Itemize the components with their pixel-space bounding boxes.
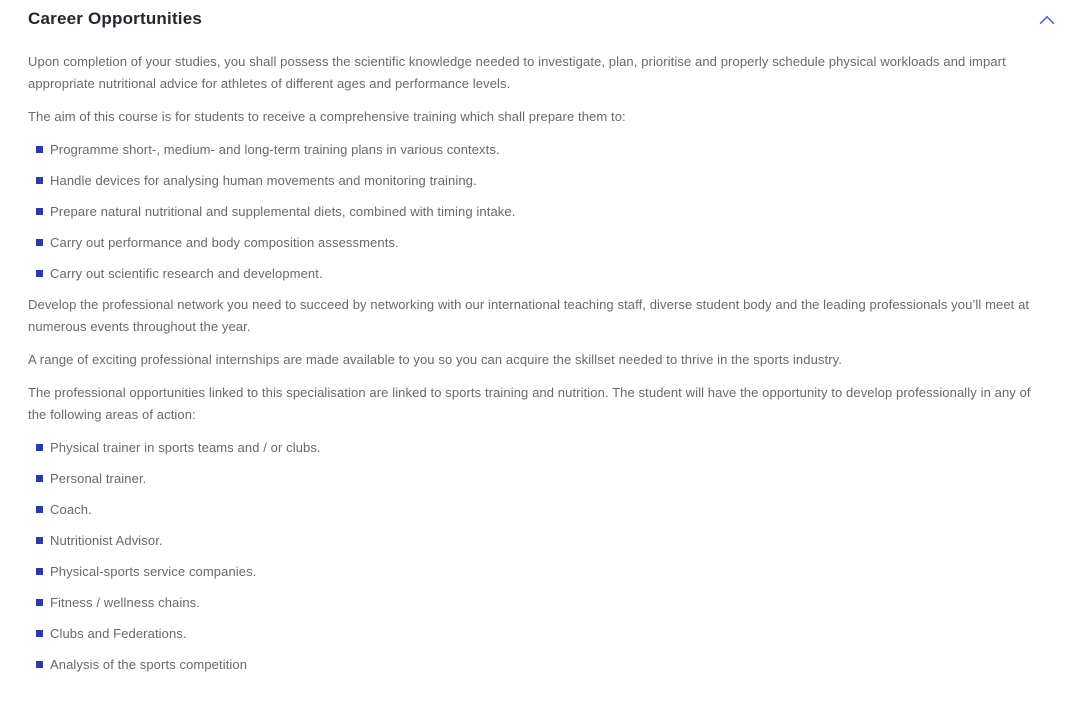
bullet-square-icon — [36, 630, 43, 637]
bullet-square-icon — [36, 444, 43, 451]
bullet-square-icon — [36, 208, 43, 215]
list-item — [28, 201, 1052, 223]
bullet-square-icon — [36, 177, 43, 184]
list-item — [28, 530, 1052, 552]
bullet-square-icon — [36, 506, 43, 513]
internships-paragraph: A range of exciting professional internships are made available to you so you can acquire the skillset needed to thrive in the sports industry. — [28, 352, 843, 367]
list-item-text: Prepare natural nutritional and supplemental diets, combined with timing intake. — [50, 204, 516, 219]
list-item — [28, 170, 1052, 192]
list-item-text: Analysis of the sports competition — [50, 657, 248, 672]
list-item — [28, 592, 1052, 614]
list-item — [28, 654, 1052, 676]
intro-paragraph: Upon completion of your studies, you shall possess the scientific knowledge needed to investigate, plan, prioritise and properly schedule physical workloads and impart appropriate nutritional advice for athletes of different ages and performance levels. — [28, 54, 1006, 91]
list-item-text: Handle devices for analysing human movements and monitoring training. — [50, 173, 477, 188]
list-item-text: Physical-sports service companies. — [50, 564, 257, 579]
list-item — [28, 232, 1052, 254]
list-item-text: Programme short-, medium- and long-term training plans in various contexts. — [50, 142, 500, 157]
bullet-square-icon — [36, 270, 43, 277]
list-item-text: Personal trainer. — [50, 471, 147, 486]
list-item — [28, 561, 1052, 583]
list-item — [28, 468, 1052, 490]
list-item-text: Clubs and Federations. — [50, 626, 187, 641]
training-outcomes-list — [28, 139, 1052, 285]
network-paragraph: Develop the professional network you need to succeed by networking with our international teaching staff, diverse student body and the leading professionals you’ll meet at numerous events throughout the year. — [28, 297, 1030, 334]
section-header — [28, 8, 1052, 31]
career-areas-list — [28, 437, 1052, 676]
bullet-square-icon — [36, 537, 43, 544]
collapse-section-button[interactable] — [1036, 9, 1058, 31]
section-title: Career Opportunities — [28, 9, 203, 28]
list-item-text: Nutritionist Advisor. — [50, 533, 163, 548]
list-item-text: Coach. — [50, 502, 92, 517]
course-aim-paragraph: The aim of this course is for students to receive a comprehensive training which shall prepare them to: — [28, 109, 626, 124]
list-item — [28, 623, 1052, 645]
bullet-square-icon — [36, 568, 43, 575]
list-item — [28, 139, 1052, 161]
opportunities-paragraph: The professional opportunities linked to this specialisation are linked to sports training and nutrition. The student will have the opportunity to develop professionally in any of the following areas of action: — [28, 385, 1031, 422]
list-item-text: Physical trainer in sports teams and / or clubs. — [50, 440, 321, 455]
list-item-text: Fitness / wellness chains. — [50, 595, 200, 610]
bullet-square-icon — [36, 599, 43, 606]
list-item — [28, 263, 1052, 285]
list-item — [28, 437, 1052, 459]
bullet-square-icon — [36, 146, 43, 153]
bullet-square-icon — [36, 475, 43, 482]
list-item — [28, 499, 1052, 521]
bullet-square-icon — [36, 239, 43, 246]
bullet-square-icon — [36, 661, 43, 668]
list-item-text: Carry out performance and body composition assessments. — [50, 235, 399, 250]
list-item-text: Carry out scientific research and development. — [50, 266, 323, 281]
chevron-up-icon — [1036, 19, 1058, 34]
